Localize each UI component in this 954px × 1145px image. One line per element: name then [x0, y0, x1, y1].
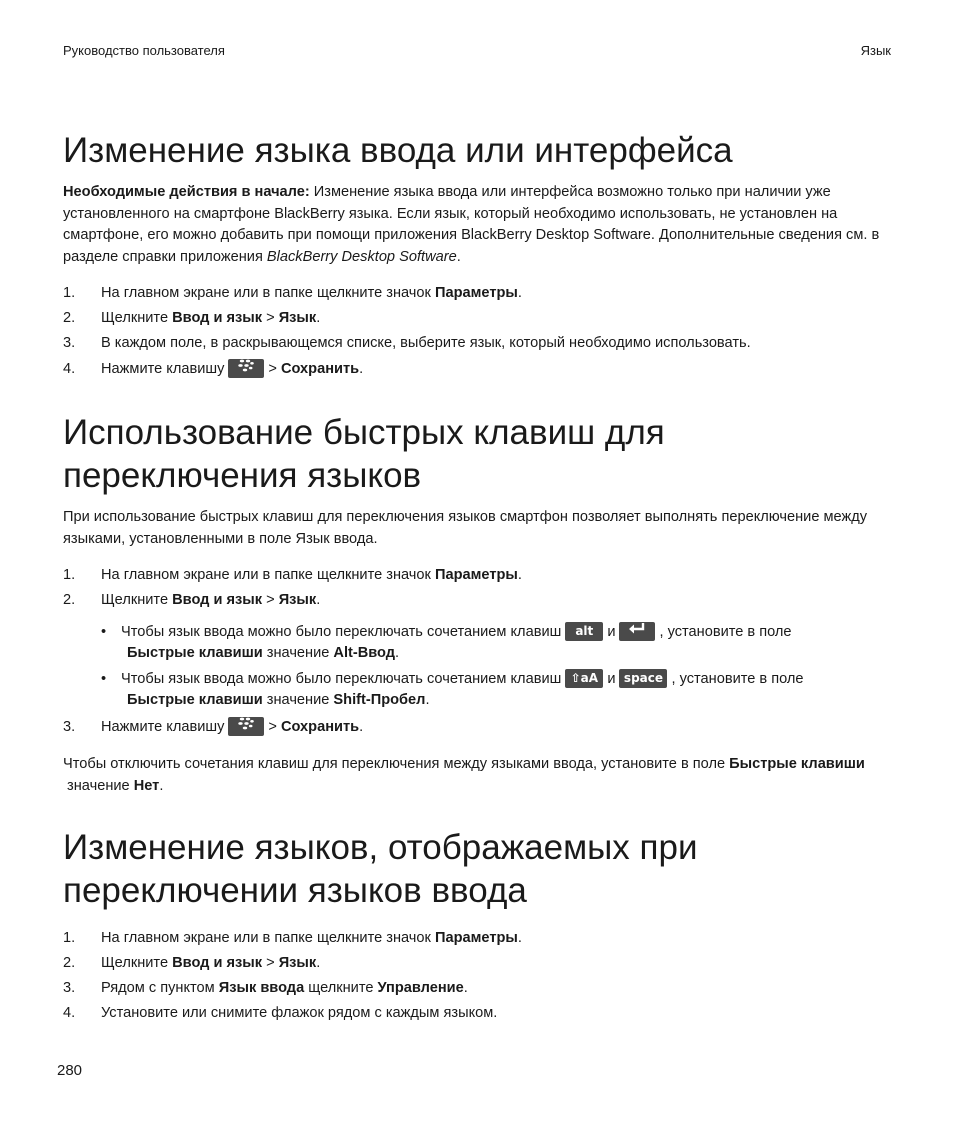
step-end: .: [359, 719, 364, 735]
step-bold: Сохранить: [280, 719, 360, 735]
list-item: [63, 1003, 497, 1023]
blackberry-menu-key-icon: [228, 359, 264, 378]
outro-text: значение: [63, 777, 134, 794]
step-sep: >: [262, 592, 279, 608]
step-bold: Ввод и язык: [172, 955, 263, 971]
list-item: [63, 928, 522, 948]
step-number: 2.: [63, 592, 76, 608]
step-number: 1.: [63, 930, 76, 946]
step-end: .: [463, 980, 468, 996]
running-header-title: Руководство пользователя: [63, 43, 225, 58]
step-end: .: [517, 567, 522, 583]
title-line-1: Изменение языков, отображаемых при: [63, 828, 698, 867]
outro-text: Чтобы отключить сочетания клавиш для переключения между языками ввода, установите в поле: [63, 756, 730, 772]
list-item: [63, 953, 320, 973]
list-item: [63, 359, 363, 379]
step-bold: Ввод и язык: [172, 592, 263, 608]
step-number: 2.: [63, 310, 76, 326]
bullet-text: Чтобы язык ввода можно было переключать сочетанием клавиш: [121, 671, 562, 687]
shift-key-icon: ⇧aA: [565, 669, 603, 688]
list-item: [63, 283, 522, 303]
outro-bold: Быстрые клавиши: [729, 756, 865, 772]
step-text: На главном экране или в папке щелкните значок: [101, 930, 435, 946]
step-text: Щелкните: [101, 310, 173, 326]
space-key-icon: space: [619, 669, 667, 688]
step-sep: >: [268, 361, 281, 377]
list-item: [63, 978, 468, 998]
step-end: .: [517, 930, 522, 946]
bullet-bold: Alt-Ввод: [333, 645, 396, 661]
outro-bold: Нет: [133, 777, 160, 794]
step-text: Установите или снимите флажок рядом с каждым языком.: [101, 1005, 498, 1021]
section-title-shortcuts: [63, 411, 665, 497]
bullet-bold: Shift-Пробел: [333, 692, 426, 708]
list-item: [63, 565, 522, 585]
bullet-dot: •: [101, 624, 107, 640]
blackberry-menu-key-icon: [228, 717, 264, 736]
bullet-text: Чтобы язык ввода можно было переключать сочетанием клавиш: [121, 624, 562, 640]
shortcuts-outro: [63, 754, 893, 797]
list-item: [63, 717, 363, 737]
step-number: 1.: [63, 567, 76, 583]
step-text: Щелкните: [101, 592, 173, 608]
prereq-label: Необходимые действия в начале:: [63, 184, 310, 200]
bullet-text: значение: [262, 692, 334, 708]
step-sep: >: [262, 310, 279, 326]
step-bold: Параметры: [434, 930, 518, 946]
step-bold: Язык ввода: [218, 980, 305, 996]
title-line-1: Использование быстрых клавиш для: [63, 413, 665, 452]
step-text: В каждом поле, в раскрывающемся списке, выберите язык, который необходимо использовать.: [101, 335, 751, 351]
bullet-text: значение: [262, 645, 334, 661]
prerequisites-paragraph: [63, 182, 893, 268]
shortcuts-intro: При использование быстрых клавиш для переключения языков смартфон позволяет выполнять переключение между языками, установленными в поле Язык ввода.: [63, 509, 868, 547]
step-sep: >: [262, 955, 279, 971]
step-bold: Управление: [377, 980, 464, 996]
step-text: На главном экране или в папке щелкните значок: [101, 567, 435, 583]
step-end: .: [316, 310, 321, 326]
bullet-conj: и: [607, 624, 616, 640]
step-bold: Ввод и язык: [172, 310, 263, 326]
outro-end: .: [159, 777, 164, 794]
step-end: .: [359, 361, 364, 377]
bullet-bold: Быстрые клавиши: [127, 692, 263, 708]
step-bold: Язык: [278, 310, 317, 326]
bullet-item-shift-space: [101, 669, 804, 711]
step-number: 2.: [63, 955, 76, 971]
bullet-end: .: [395, 645, 400, 661]
step-end: .: [316, 592, 321, 608]
step-text: На главном экране или в папке щелкните значок: [101, 285, 435, 301]
bullet-text: , установите в поле: [671, 671, 804, 687]
step-bold: Сохранить: [280, 361, 360, 377]
list-item: [63, 333, 751, 353]
title-line-2: переключении языков ввода: [63, 871, 527, 910]
title-line-2: переключения языков: [63, 456, 422, 495]
step-number: 4.: [63, 1005, 76, 1021]
bullet-dot: •: [101, 671, 107, 687]
alt-key-icon: alt: [565, 622, 603, 641]
step-bold: Параметры: [434, 285, 518, 301]
step-number: 4.: [63, 361, 76, 377]
step-number: 1.: [63, 285, 76, 301]
section-title-change-language: Изменение языка ввода или интерфейса: [63, 131, 733, 170]
step-text: щелкните: [304, 980, 378, 996]
bullet-bold: Быстрые клавиши: [127, 645, 263, 661]
step-text: Щелкните: [101, 955, 173, 971]
bullet-conj: и: [607, 671, 616, 687]
bullet-text: , установите в поле: [659, 624, 792, 640]
list-item: [63, 590, 320, 610]
step-text: Нажмите клавишу: [101, 361, 225, 377]
step-sep: >: [268, 719, 281, 735]
step-number: 3.: [63, 335, 76, 351]
step-bold: Язык: [278, 592, 317, 608]
step-text: Нажмите клавишу: [101, 719, 225, 735]
step-bold: Параметры: [434, 567, 518, 583]
step-number: 3.: [63, 719, 76, 735]
step-end: .: [316, 955, 321, 971]
step-number: 3.: [63, 980, 76, 996]
page-number: 280: [57, 1062, 83, 1079]
section-title-displayed-languages: [63, 826, 698, 912]
prereq-app-name: BlackBerry Desktop Software: [266, 248, 457, 265]
bullet-item-alt-enter: [101, 622, 792, 664]
bullet-end: .: [425, 692, 430, 708]
enter-key-icon: [619, 622, 655, 641]
running-header-section: Язык: [860, 43, 891, 58]
prereq-end: .: [456, 248, 461, 265]
list-item: [63, 308, 320, 328]
step-end: .: [517, 285, 522, 301]
prereq-text: Изменение языка ввода или интерфейса возможно только при наличии уже установленного на смартфоне BlackBerry языка. Если язык, который необходимо использовать, не установлен на смартфоне, его можно добавить при помощи приложения BlackBerry Desktop Software. Дополнительные сведения см. в разделе справки приложения: [63, 184, 880, 265]
step-text: Рядом с пунктом: [101, 980, 219, 996]
step-bold: Язык: [278, 955, 317, 971]
